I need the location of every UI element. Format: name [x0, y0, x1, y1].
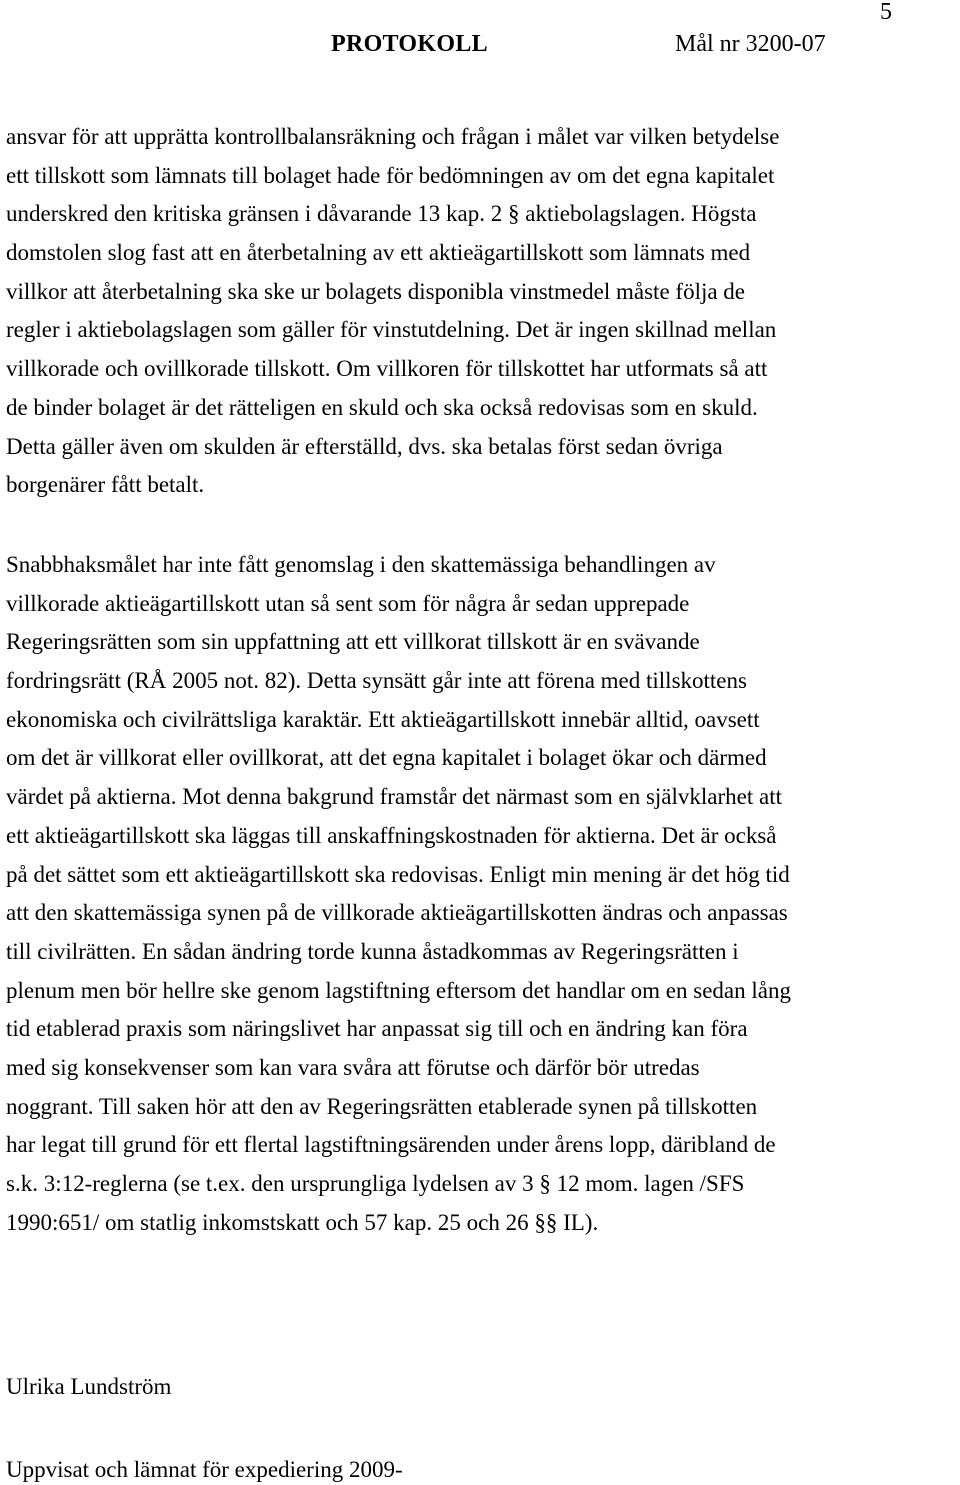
text-line: villkorade och ovillkorade tillskott. Om villkoren för tillskottet har utformats så att — [6, 356, 768, 382]
text-line: till civilrätten. En sådan ändring torde kunna åstadkommas av Regeringsrätten i — [6, 938, 739, 964]
signature-name: Ulrika Lundström — [6, 1374, 172, 1399]
text-line: regler i aktiebolagslagen som gäller för vinstutdelning. Det är ingen skillnad mellan — [6, 317, 777, 343]
case-number: Mål nr 3200-07 — [675, 31, 826, 57]
text-line: tid etablerad praxis som näringslivet har anpassat sig till och en ändring kan föra — [6, 1016, 748, 1042]
text-line: ekonomiska och civilrättsliga karaktär. Ett aktieägartillskott innebär alltid, oavsett — [6, 706, 760, 732]
text-line: på det sättet som ett aktieägartillskott ska redovisas. Enligt min mening är det hög tid — [6, 861, 790, 887]
document-type: PROTOKOLL — [331, 31, 488, 57]
paragraph-2 — [6, 546, 958, 1242]
text-line: Detta gäller även om skulden är efterställd, dvs. ska betalas först sedan övriga — [6, 433, 723, 459]
text-line: har legat till grund för ett flertal lagstiftningsärenden under årens lopp, däribland de — [6, 1132, 776, 1158]
text-line: domstolen slog fast att en återbetalning av ett aktieägartillskott som lämnats med — [6, 240, 751, 266]
text-line: fordringsrätt (RÅ 2005 not. 82). Detta synsätt går inte att förena med tillskottens — [6, 668, 747, 694]
text-line: om det är villkorat eller ovillkorat, att det egna kapitalet i bolaget ökar och därmed — [6, 745, 767, 771]
text-line: ett aktieägartillskott ska läggas till anskaffningskostnaden för aktierna. Det är också — [6, 822, 777, 848]
text-line: ett tillskott som lämnats till bolaget hade för bedömningen av om det egna kapitalet — [6, 162, 775, 188]
text-line: plenum men bör hellre ske genom lagstiftning eftersom det handlar om en sedan lång — [6, 977, 791, 1003]
text-line: de binder bolaget är det rätteligen en skuld och ska också redovisas som en skuld. — [6, 394, 758, 420]
text-line: villkor att återbetalning ska ske ur bolagets disponibla vinstmedel måste följa de — [6, 278, 746, 304]
text-line: noggrant. Till saken hör att den av Regeringsrätten etablerade synen på tillskotten — [6, 1093, 758, 1119]
text-line: 1990:651/ om statlig inkomstskatt och 57 kap. 25 och 26 §§ IL). — [6, 1209, 599, 1235]
text-line: ansvar för att upprätta kontrollbalansräkning och frågan i målet var vilken betydelse — [6, 124, 780, 149]
text-line: underskred den kritiska gränsen i dåvarande 13 kap. 2 § aktiebolagslagen. Högsta — [6, 201, 757, 227]
page-number: 5 — [880, 0, 892, 25]
text-line: värdet på aktierna. Mot denna bakgrund framstår det närmast som en självklarhet att — [6, 784, 782, 810]
text-line: att den skattemässiga synen på de villkorade aktieägartillskotten ändras och anpassas — [6, 900, 788, 926]
text-line: Regeringsrätten som sin uppfattning att ett villkorat tillskott är en svävande — [6, 629, 700, 655]
text-line: villkorade aktieägartillskott utan så sent som för några år sedan upprepade — [6, 590, 690, 616]
text-line: borgenärer fått betalt. — [6, 472, 205, 498]
paragraph-1 — [6, 118, 958, 505]
text-line: s.k. 3:12-reglerna (se t.ex. den ursprungliga lydelsen av 3 § 12 mom. lagen /SFS — [6, 1171, 745, 1196]
text-line: med sig konsekvenser som kan vara svåra att förutse och därför bör utredas — [6, 1054, 700, 1080]
page-header — [331, 28, 826, 60]
text-line: Snabbhaksmålet har inte fått genomslag i den skattemässiga behandlingen av — [6, 552, 716, 577]
delivery-note: Uppvisat och lämnat för expediering 2009- — [6, 1457, 403, 1482]
